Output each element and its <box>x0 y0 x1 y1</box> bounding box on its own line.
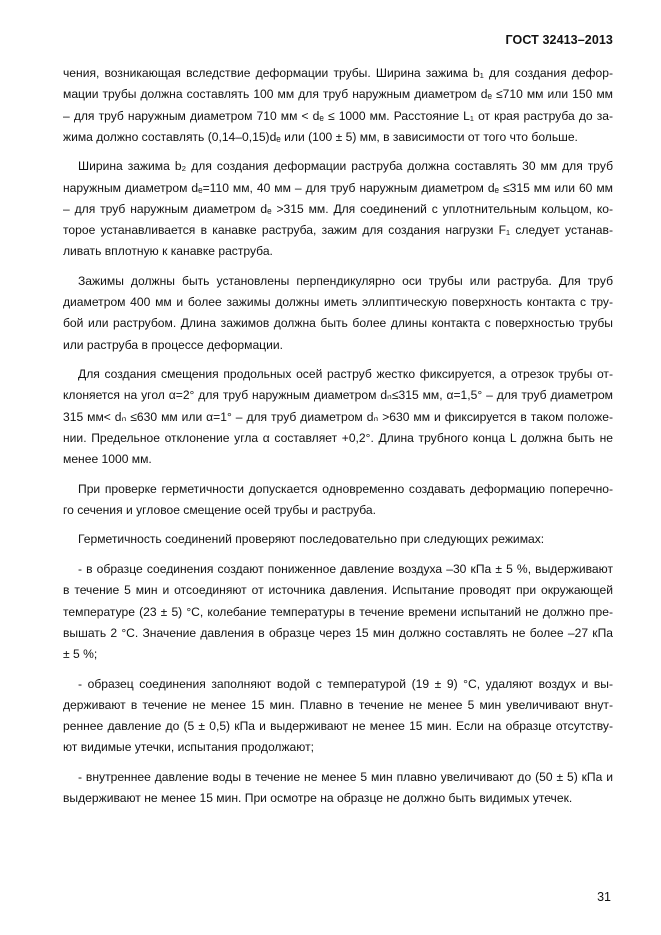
text-line: Герметичность соединений проверяют последовательно при следующих режимах: <box>78 532 545 547</box>
page-number: 31 <box>597 890 611 904</box>
text-line: или раструба в процессе деформации. <box>63 337 283 352</box>
text-line: - в образце соединения создают пониженное давление воздуха –30 кПа ± 5 %, выдерживают <box>78 562 613 577</box>
text-line: ± 5 %; <box>63 647 98 662</box>
text-line: ют видимые утечки, испытания продолжают; <box>63 740 314 755</box>
paragraph-mode-vacuum <box>63 559 613 665</box>
text-line: вышать 2 °С. Значение давления в образце через 15 мин должно составлять не более –27 кПа <box>63 625 613 640</box>
text-line: торое устанавливается в канавке раструба, зажим для создания нагрузки F₁ следует устанав- <box>63 223 613 238</box>
text-line: выдерживают не менее 15 мин. При осмотре на образце не должно быть видимых утечек. <box>63 791 573 806</box>
text-line: температуре (23 ± 5) °С, колебание температуры в течение времени испытаний не должно пре- <box>63 604 613 619</box>
text-line: Ширина зажима b₂ для создания деформации раструба должна составлять 30 мм для труб <box>78 159 613 174</box>
document-code-header: ГОСТ 32413–2013 <box>505 33 613 47</box>
text-line: - образец соединения заполняют водой с температурой (19 ± 9) °С, удаляют воздух и вы- <box>78 676 613 691</box>
text-line: в течение 5 мин и отсоединяют от источника давления. Испытание проводят при окружающей <box>63 583 613 598</box>
paragraph-mode-water-high <box>63 767 613 810</box>
text-line: реннее давление до (5 ± 0,5) кПа и выдерживают не менее 15 мин. Если на образце отсутству- <box>63 719 613 734</box>
body-text <box>63 63 613 818</box>
paragraph-tightness-check <box>63 479 613 522</box>
text-line: 315 мм< dₙ ≤630 мм или α=1° – для труб диаметром dₙ >630 мм и фиксируется в таком положе- <box>63 409 613 424</box>
text-line: При проверке герметичности допускается одновременно создавать деформацию поперечно- <box>78 481 613 496</box>
text-line: наружным диаметром dₑ=110 мм, 40 мм – для труб наружным диаметром dₑ ≤315 мм или 60 мм <box>63 180 613 195</box>
text-line: диаметром 400 мм и более зажимы должны иметь эллиптическую поверхность контакта с тру- <box>63 295 613 310</box>
text-line: клоняется на угол α=2° для труб наружным диаметром dₙ≤315 мм, α=1,5° – для труб диаметром <box>63 388 613 403</box>
text-line: го сечения и угловое смещение осей трубы и раструба. <box>63 502 377 517</box>
text-line: мации трубы должна составлять 100 мм для труб наружным диаметром dₑ ≤710 мм или 150 мм <box>63 87 613 102</box>
paragraph-modes-intro <box>63 529 613 550</box>
text-line: нии. Предельное отклонение угла α составляет +0,2°. Длина трубного конца L должна быть не <box>63 430 613 445</box>
text-line: Зажимы должны быть установлены перпендикулярно оси трубы или раструба. Для труб <box>78 273 613 288</box>
text-line: жима должно составлять (0,14–0,15)dₑ или (100 ± 5) мм, в зависимости от того что больше. <box>63 129 578 144</box>
text-line: ливать вплотную к канавке раструба. <box>63 244 273 259</box>
text-line: держивают в течение не менее 15 мин. Плавно в течение не менее 5 мин увеличивают внут- <box>63 697 613 712</box>
paragraph-clamp-width <box>63 63 613 148</box>
paragraph-clamp-installation <box>63 271 613 356</box>
text-line: Для создания смещения продольных осей раструб жестко фиксируется, а отрезок трубы от- <box>78 367 613 382</box>
paragraph-mode-water-low <box>63 674 613 759</box>
text-line: – для труб наружным диаметром dₑ >315 мм. Для соединений с уплотнительным кольцом, ко- <box>63 201 613 216</box>
paragraph-axis-offset <box>63 364 613 470</box>
text-line: бой или раструбом. Длина зажимов должна быть более длины контакта с поверхностью трубы <box>63 316 613 331</box>
text-line: – для труб наружным диаметром 710 мм < dₑ ≤ 1000 мм. Расстояние L₁ от края раструба до за- <box>63 108 613 123</box>
text-line: чения, возникающая вследствие деформации трубы. Ширина зажима b₁ для создания дефор- <box>63 66 613 80</box>
text-line: - внутреннее давление воды в течение не менее 5 мин плавно увеличивают до (50 ± 5) кПа и <box>78 769 613 784</box>
paragraph-socket-clamp <box>63 156 613 262</box>
text-line: менее 1000 мм. <box>63 452 152 467</box>
